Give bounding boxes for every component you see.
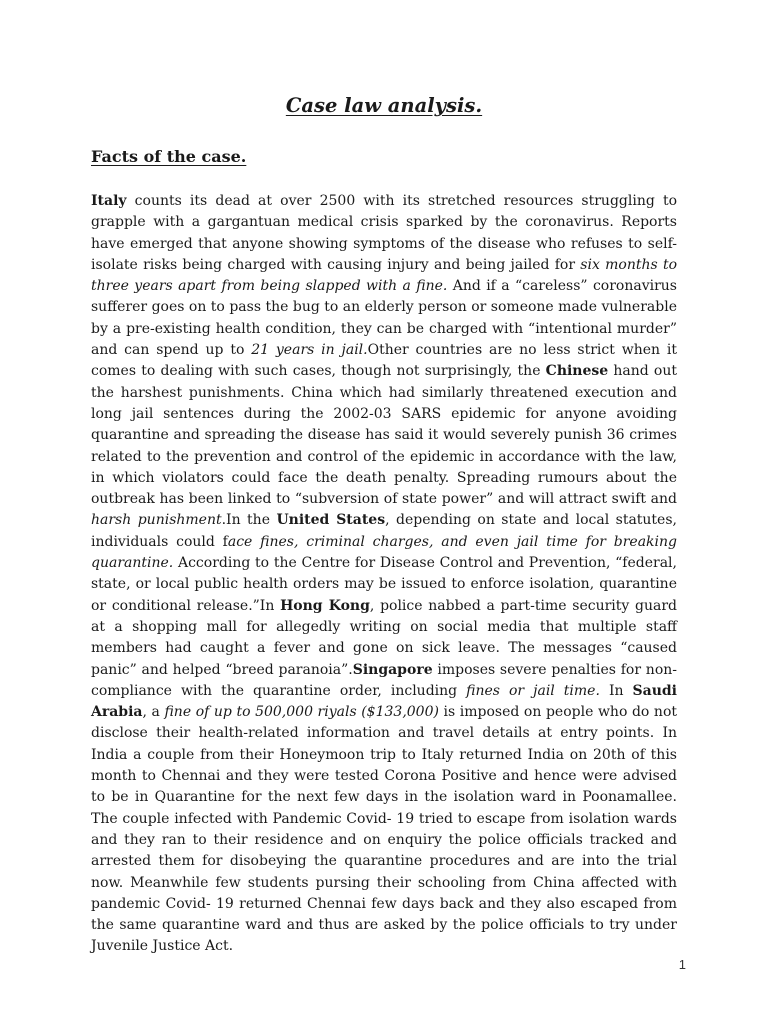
country-singapore: Singapore [352,661,433,678]
text-run: , depending on state and local statutes, individuals could f [91,512,677,550]
text-run: According to the Centre for Disease Control and Prevention, “federal, state, or local public health orders may be issued to enforce isolation, quarantine or conditional release.”In [91,555,677,614]
country-chinese: Chinese [545,363,609,380]
country-italy: Italy [91,193,127,209]
country-united-states: United States [276,512,386,529]
emphasis-run: harsh punishment [91,512,222,529]
emphasis-run: ace fines, criminal charges, and even jail time for breaking quarantine. [91,533,677,572]
emphasis-run: fine of up to 500,000 riyals ($133,000) [164,704,439,721]
emphasis-run: fines or jail time. [466,682,600,699]
text-run: imposes severe penalties for non-compliance with the quarantine order, including [91,661,677,699]
text-run: Other countries are no less strict when it comes to dealing with such cases, though not surprisingly, the [91,342,677,380]
text-run: In [599,682,633,699]
page-title: Case law analysis. [285,94,483,117]
emphasis-run: 21 years in jail. [251,342,368,359]
country-saudi-arabia: Saudi Arabia [91,682,677,721]
text-run: , police nabbed a part-time security guard at a shopping mall for allegedly writing on social media that multiple staff members had caught a fever and gone on sick leave. The messages “caused panic” and helped “breed paranoia”. [91,597,677,678]
emphasis-run: six months to three years apart from being slapped with a fine. [91,256,678,295]
page-number: 1 [678,957,686,972]
body-paragraph [91,191,677,958]
country-hong-kong: Hong Kong [280,597,370,614]
text-run: hand out the harshest punishments. China which had similarly threatened execution and long jail sentences during the 2002-03 SARS epidemic for anyone avoiding quarantine and spreading the disease has said it would severely punish 36 crimes related to the prevention and control of the epidemic in accordance with the law, in which violators could face the death penalty. Spreading rumours about the outbreak has been linked to “subversion of state power” and will attract swift and [91,363,677,508]
text-run: counts its dead at over 2500 with its stretched resources struggling to grapple with a gargantuan medical crisis sparked by the coronavirus. Reports have emerged that anyone showing symptoms of the disease who refuses to self-isolate risks being charged with causing injury and being jailed for [91,193,677,273]
text-run: is imposed on people who do not disclose their health-related information and travel details at entry points. In India a couple from their Honeymoon trip to Italy returned India on 20th of this month to Chennai and they were tested Corona Positive and hence were advised to be in Quarantine for the next few days in the isolation ward in Poonamallee. The couple infected with Pandemic Covid- 19 tried to escape from isolation wards and they ran to their residence and on enquiry the police officials tracked and arrested them for disobeying the quarantine procedures and are into the trial now. Meanwhile few students pursing their schooling from China affected with pandemic Covid- 19 returned Chennai few days back and they also escaped from the same quarantine ward and thus are asked by the police officials to try under Juvenile Justice Act. [91,704,677,955]
section-heading: Facts of the case. [91,147,247,166]
text-run: .In the [221,512,277,529]
text-run: , a [142,704,165,721]
text-run: And if a “careless” coronavirus sufferer goes on to pass the bug to an elderly person or someone made vulnerable by a pre-existing health condition, they can be charged with “intentional murder” and can spend up to [91,278,677,359]
